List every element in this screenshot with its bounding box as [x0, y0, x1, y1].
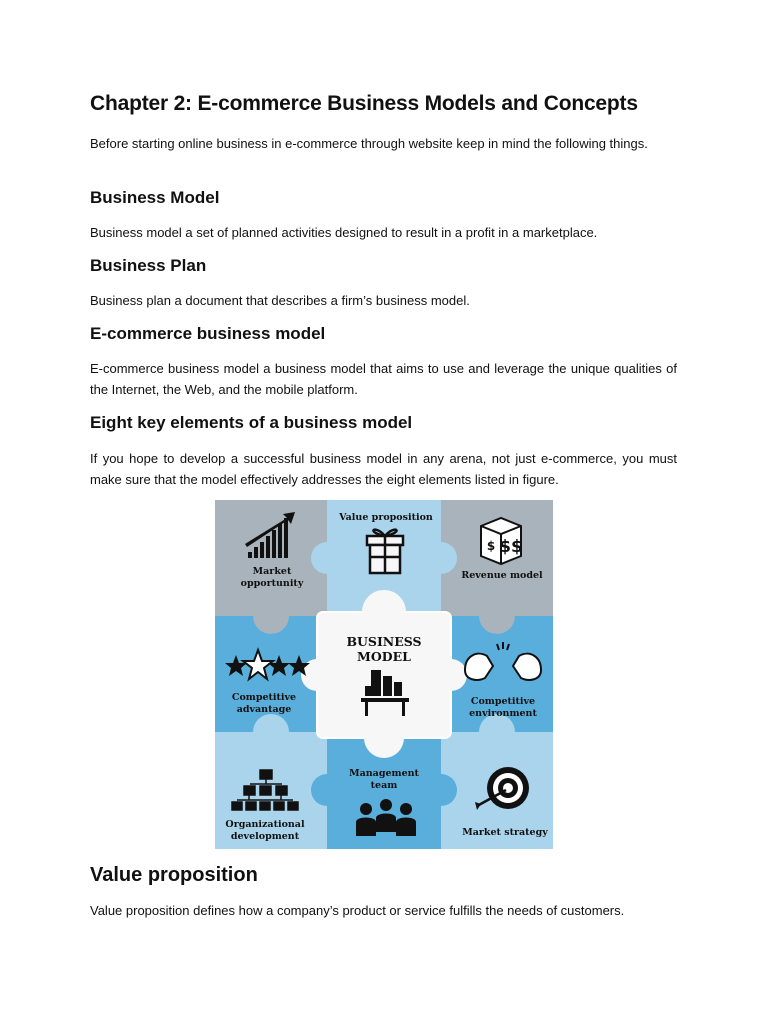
- dollar-cube-icon: [481, 518, 523, 564]
- label-market-opportunity-line2: opportunity: [240, 578, 304, 589]
- business-model-center-piece: [301, 590, 467, 758]
- intro-paragraph: Before starting online business in e-commerce through website keep in mind the following things.: [90, 136, 648, 151]
- label-market-opportunity-line1: Market: [252, 566, 292, 577]
- label-management-team-line2: team: [370, 780, 398, 791]
- label-market-strategy: Market strategy: [462, 827, 548, 838]
- paragraph-business-model: Business model a set of planned activities designed to result in a profit in a marketplace.: [90, 225, 598, 240]
- label-organizational-development-line2: development: [230, 831, 300, 842]
- chapter-title: Chapter 2: E-commerce Business Models and Concepts: [90, 92, 638, 115]
- gift-icon: [367, 530, 403, 573]
- paragraph-value-proposition: Value proposition defines how a company’s product or service fulfills the needs of customers.: [90, 903, 625, 918]
- label-competitive-environment-line2: environment: [469, 708, 537, 719]
- heading-business-plan: Business Plan: [90, 256, 207, 275]
- label-competitive-advantage-line2: advantage: [236, 704, 292, 715]
- business-model-puzzle-figure: [215, 500, 553, 849]
- label-organizational-development-line1: Organizational: [225, 819, 305, 830]
- svg-text:$$: $$: [499, 537, 523, 557]
- label-value-proposition: Value proposition: [339, 512, 433, 523]
- puzzle-diagram: [215, 500, 553, 849]
- label-competitive-environment-line1: Competitive: [470, 696, 536, 707]
- heading-eight-key-elements: Eight key elements of a business model: [90, 413, 413, 432]
- paragraph-business-plan: Business plan a document that describes a firm’s business model.: [90, 293, 470, 308]
- center-label-business: BUSINESS: [346, 634, 422, 649]
- paragraph-eight-key-elements: If you hope to develop a successful business model in any arena, not just e-commerce, you must make sure that the model effectively addresses the eight elements listed in figure.: [90, 451, 677, 487]
- label-competitive-advantage-line1: Competitive: [231, 692, 297, 703]
- paragraph-ecommerce-business-model: E-commerce business model a business model that aims to use and leverage the unique qualities of the Internet, the Web, and the mobile platform.: [90, 361, 677, 397]
- heading-value-proposition: Value proposition: [90, 864, 258, 886]
- center-label-model: MODEL: [357, 649, 411, 664]
- svg-text:$: $: [486, 539, 496, 553]
- label-management-team-line1: Management: [349, 768, 419, 779]
- heading-business-model: Business Model: [90, 188, 220, 207]
- label-revenue-model: Revenue model: [461, 570, 543, 581]
- heading-ecommerce-business-model: E-commerce business model: [90, 324, 326, 343]
